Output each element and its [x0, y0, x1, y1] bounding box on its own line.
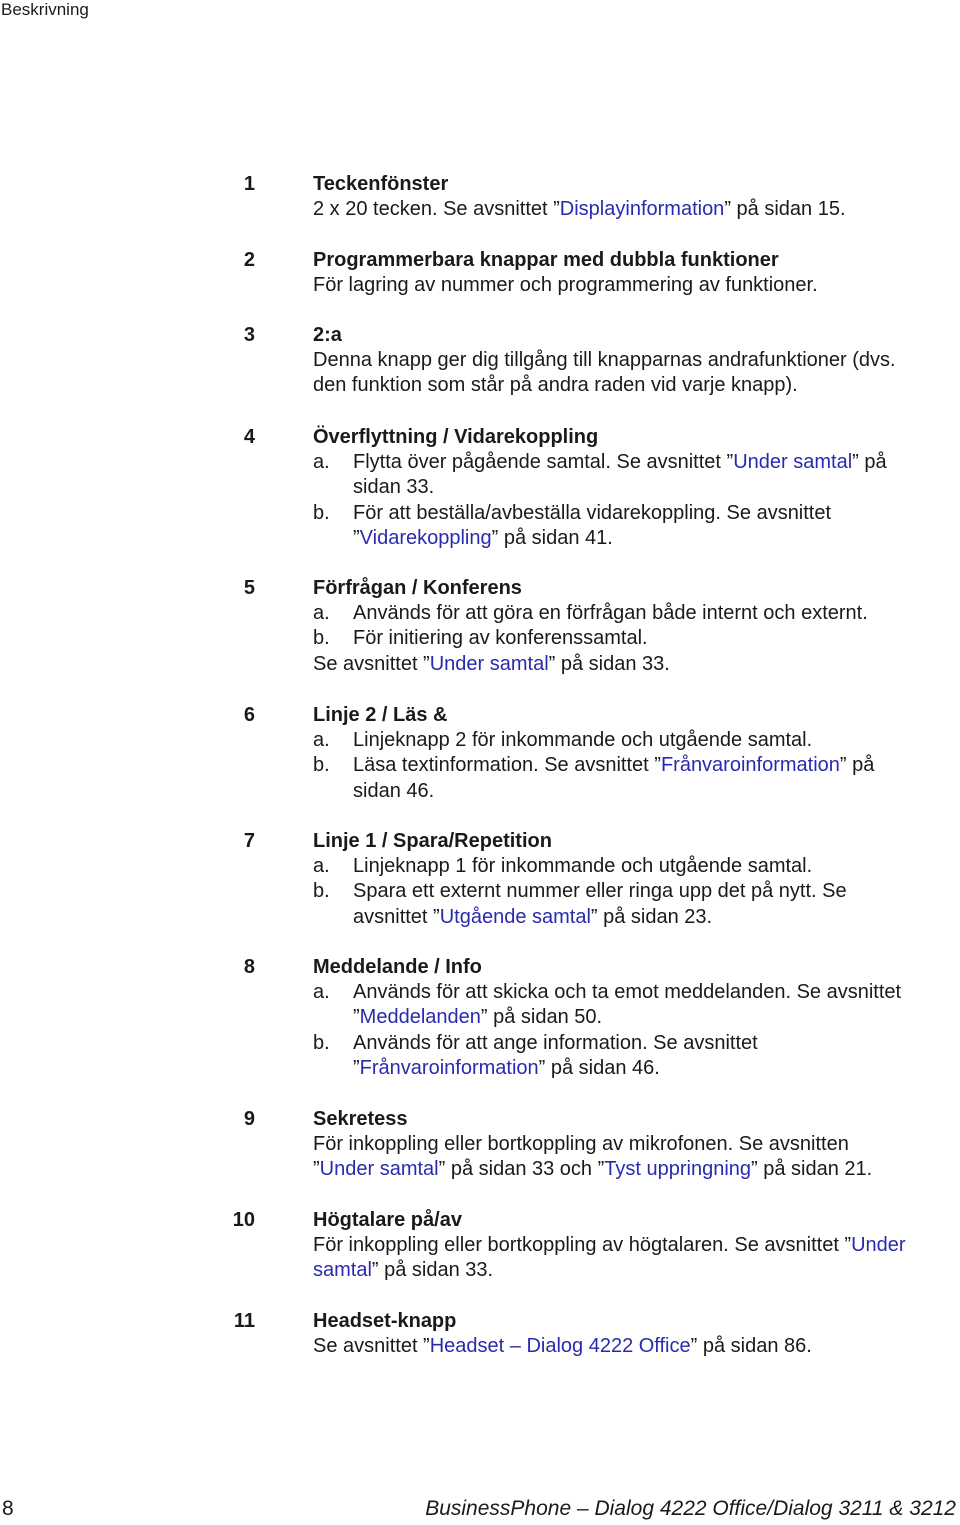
- item-number: 7: [243, 830, 255, 852]
- item-text-line: [313, 652, 958, 677]
- item-number: 6: [243, 704, 255, 726]
- sub-item-line: [313, 1005, 958, 1030]
- item-body: [313, 1208, 958, 1284]
- text-span: ” på: [839, 754, 875, 777]
- sub-item-line: [313, 526, 958, 551]
- item-body: [313, 1107, 958, 1183]
- page-number: 8: [2, 1497, 14, 1520]
- text-span: För inkoppling eller bortkoppling av mikrofonen. Se avsnitten: [313, 1133, 849, 1155]
- text-span: ” på: [852, 451, 887, 473]
- item-body: [313, 955, 958, 1081]
- text-span: Läsa textinformation. Se avsnittet ”: [353, 754, 661, 777]
- footer-title: BusinessPhone – Dialog 4222 Office/Dialog 3211 & 3212: [425, 1497, 956, 1520]
- item-body: [313, 576, 958, 677]
- item-title: Linje 1 / Spara/Repetition: [313, 830, 552, 852]
- sub-item-line: [313, 501, 958, 526]
- sub-item-line: [313, 475, 958, 500]
- item-text-line: [313, 373, 958, 398]
- cross-reference-link[interactable]: Headset – Dialog 4222 Office: [429, 1335, 691, 1357]
- sub-item-line: [313, 779, 958, 804]
- text-span: sidan 46.: [353, 779, 435, 802]
- cross-reference-link[interactable]: Tyst uppringning: [604, 1158, 752, 1181]
- text-span: Används för att skicka och ta emot meddelanden. Se avsnittet: [353, 981, 902, 1003]
- text-span: ” på sidan 50.: [480, 1006, 603, 1029]
- item-title: Förfrågan / Konferens: [313, 577, 522, 599]
- text-span: Linjeknapp 1 för inkommande och utgående samtal.: [353, 855, 813, 877]
- cross-reference-link[interactable]: Meddelanden: [359, 1006, 481, 1029]
- item-title: Sekretess: [313, 1108, 408, 1130]
- item-number: 9: [243, 1108, 255, 1130]
- item-text-line: [313, 1233, 958, 1258]
- text-span: Används för att ange information. Se avsnittet: [353, 1031, 758, 1054]
- item-body: [313, 248, 958, 298]
- sub-item-letter: a.: [313, 729, 330, 751]
- item-body: [313, 172, 958, 222]
- text-span: ”: [353, 1056, 360, 1079]
- text-span: den funktion som står på andra raden vid varje knapp).: [313, 374, 798, 397]
- sub-item-line: [313, 879, 958, 904]
- cross-reference-link[interactable]: Frånvaroinformation: [660, 754, 840, 777]
- cross-reference-link[interactable]: Utgående samtal: [439, 905, 591, 928]
- sub-item-letter: a.: [313, 981, 330, 1003]
- text-span: ” på sidan 15.: [724, 198, 846, 220]
- text-span: Denna knapp ger dig tillgång till knapparnas andrafunktioner (dvs.: [313, 349, 896, 371]
- text-span: Se avsnittet ”: [313, 1335, 430, 1357]
- item-number: 4: [243, 426, 255, 448]
- item-number: 10: [232, 1209, 255, 1231]
- sub-item-letter: a.: [313, 602, 330, 624]
- item-title: Överflyttning / Vidarekoppling: [313, 426, 599, 448]
- item-number: 8: [243, 956, 255, 978]
- sub-item-letter: b.: [313, 627, 330, 650]
- item-body: [313, 829, 958, 930]
- item-title: Meddelande / Info: [313, 956, 482, 978]
- cross-reference-link[interactable]: Under: [851, 1234, 906, 1256]
- item-body: [313, 703, 958, 804]
- item-body: [313, 1309, 958, 1359]
- item-body: [313, 425, 958, 551]
- sub-item-line: [313, 980, 958, 1005]
- item-text-line: [313, 348, 958, 373]
- text-span: ” på sidan 33 och ”: [438, 1158, 605, 1181]
- sub-item-line: [313, 626, 958, 651]
- cross-reference-link[interactable]: Under samtal: [319, 1158, 439, 1181]
- text-span: ”: [353, 526, 360, 549]
- text-span: ” på sidan 21.: [751, 1158, 873, 1181]
- sub-item-letter: b.: [313, 880, 330, 903]
- sub-item-line: [313, 1031, 958, 1056]
- text-span: ” på sidan 86.: [690, 1335, 812, 1357]
- item-title: Linje 2 / Läs &: [313, 704, 448, 726]
- item-number: 3: [243, 324, 255, 346]
- item-number: 11: [233, 1310, 255, 1332]
- text-span: ” på sidan 33.: [548, 652, 670, 675]
- text-span: För initiering av konferenssamtal.: [353, 627, 648, 650]
- sub-item-letter: b.: [313, 754, 330, 777]
- text-span: ” på sidan 23.: [590, 905, 713, 928]
- text-span: För att beställa/avbeställa vidarekoppling. Se avsnittet: [353, 501, 832, 524]
- item-text-line: [313, 273, 958, 298]
- sub-item-line: [313, 753, 958, 778]
- text-span: sidan 33.: [353, 476, 435, 499]
- text-span: Se avsnittet ”: [313, 652, 430, 675]
- item-body: [313, 323, 958, 399]
- sub-item-line: [313, 1056, 958, 1081]
- sub-item-line: [313, 905, 958, 930]
- cross-reference-link[interactable]: Vidarekoppling: [359, 526, 492, 549]
- text-span: Spara ett externt nummer eller ringa upp det på nytt. Se: [353, 880, 847, 903]
- sub-item-line: [313, 601, 958, 626]
- sub-item-letter: b.: [313, 501, 330, 524]
- text-span: ”: [353, 1006, 360, 1029]
- sub-item-line: [313, 854, 958, 879]
- item-title: Högtalare på/av: [313, 1209, 462, 1231]
- item-text-line: [313, 197, 958, 222]
- item-number: 1: [243, 173, 255, 195]
- text-span: Flytta över pågående samtal. Se avsnittet ”: [353, 451, 734, 473]
- cross-reference-link[interactable]: Under samtal: [733, 451, 853, 473]
- text-span: avsnittet ”: [353, 905, 440, 928]
- item-title: Programmerbara knappar med dubbla funktioner: [313, 249, 779, 271]
- section-header: Beskrivning: [1, 0, 89, 19]
- sub-item-line: [313, 450, 958, 475]
- sub-item-letter: a.: [313, 451, 330, 473]
- sub-item-letter: a.: [313, 855, 330, 877]
- cross-reference-link[interactable]: Displayinformation: [559, 198, 725, 220]
- text-span: ” på sidan 46.: [538, 1056, 660, 1079]
- text-span: Linjeknapp 2 för inkommande och utgående samtal.: [353, 729, 813, 751]
- item-title: 2:a: [313, 324, 342, 346]
- text-span: För inkoppling eller bortkoppling av högtalaren. Se avsnittet ”: [313, 1234, 852, 1256]
- item-text-line: [313, 1258, 958, 1283]
- text-span: ” på sidan 33.: [371, 1259, 494, 1282]
- item-title: Headset-knapp: [313, 1310, 457, 1332]
- text-span: För lagring av nummer och programmering av funktioner.: [313, 274, 818, 296]
- item-title: Teckenfönster: [313, 173, 449, 195]
- item-text-line: [313, 1334, 958, 1359]
- sub-item-letter: b.: [313, 1031, 330, 1054]
- item-text-line: [313, 1132, 958, 1157]
- item-text-line: [313, 1157, 958, 1182]
- text-span: Används för att göra en förfrågan både internt och externt.: [353, 602, 868, 624]
- text-span: 2 x 20 tecken. Se avsnittet ”: [313, 198, 560, 220]
- cross-reference-link[interactable]: Under samtal: [429, 652, 549, 675]
- cross-reference-link[interactable]: Frånvaroinformation: [359, 1056, 539, 1079]
- item-number: 5: [243, 577, 255, 599]
- item-number: 2: [243, 249, 255, 271]
- text-span: ”: [313, 1158, 320, 1181]
- text-span: ” på sidan 41.: [491, 526, 613, 549]
- sub-item-line: [313, 728, 958, 753]
- cross-reference-link[interactable]: samtal: [313, 1259, 372, 1282]
